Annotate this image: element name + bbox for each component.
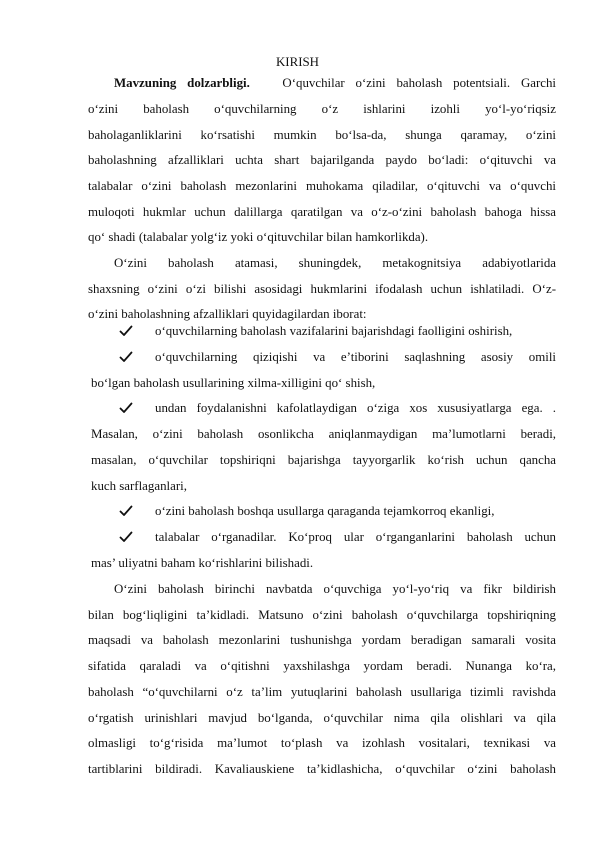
paragraph-line: o‘zini baholashning afzalliklari quyidagilardan iborat: xyxy=(88,307,367,321)
list-item-text: o‘zini baholash boshqa usullarga qaraganda tejamkorroq ekanligi, xyxy=(155,504,495,518)
document-title: KIRISH xyxy=(276,55,319,69)
paragraph-line: sifatida qaraladi va o‘qitishni yaxshilashga yordam beradi. Nunanga ko‘ra, xyxy=(88,659,556,673)
section-lead: Mavzuning dolzarbligi. xyxy=(114,76,250,90)
paragraph-line: qo‘ shadi (talabalar yolg‘iz yoki o‘qituvchilar bilan hamkorlikda). xyxy=(88,230,429,244)
paragraph-line xyxy=(114,72,556,95)
list-item-text: mas’ uliyatni baham ko‘rishlarini bilishadi. xyxy=(91,556,314,570)
list-item-text: talabalar o‘rganadilar. Ko‘proq ular o‘rganganlarini baholash uchun xyxy=(155,530,556,544)
list-item-text: kuch sarflaganlari, xyxy=(91,479,187,493)
checkmark-icon xyxy=(119,530,133,544)
paragraph-line: o‘rgatish urinishlari mavjud bo‘lganda, o‘quvchilar nima qila olishlari va qila xyxy=(88,711,556,725)
paragraph-line: baholaganliklarini ko‘rsatishi mumkin bo‘lsa-da, shunga qaramay, o‘zini xyxy=(88,128,556,142)
checkmark-icon xyxy=(119,504,133,518)
paragraph-line: olmasligi to‘g‘risida ma’lumot to‘plash va izohlash vositalari, texnikasi va xyxy=(88,736,556,750)
paragraph-line: talabalar o‘zini baholash mezonlarini muhokama qiladilar, o‘qituvchi va o‘quvchi xyxy=(88,179,556,193)
paragraph-line: maqsadi va baholash mezonlarini tushunishga yordam beradigan samarali vosita xyxy=(88,633,556,647)
checkmark-icon xyxy=(119,324,133,338)
list-item-text: bo‘lgan baholash usullarining xilma-xilligini qo‘ shish, xyxy=(91,376,376,390)
paragraph-line: muloqoti hukmlar uchun dalillarga qaratilgan va o‘z-o‘zini baholash bahoga hissa xyxy=(88,205,556,219)
list-item-text: Masalan, o‘zini baholash osonlikcha aniqlanmaydigan ma’lumotlarni beradi, xyxy=(91,427,556,441)
paragraph-line: bilan bog‘liqligini ta’kidladi. Matsuno o‘zini baholash o‘quvchilarga topshiriqning xyxy=(88,608,556,622)
list-item-text: o‘quvchilarning baholash vazifalarini bajarishdagi faolligini oshirish, xyxy=(155,324,513,338)
paragraph-line: O‘zini baholash atamasi, shuningdek, metakognitsiya adabiyotlarida xyxy=(114,256,556,270)
paragraph-line: o‘zini baholash o‘quvchilarning o‘z ishlarini izohli yo‘l-yo‘riqsiz xyxy=(88,102,556,116)
paragraph-line: baholashning afzalliklari uchta shart bajarilganda paydo bo‘ladi: o‘qituvchi va xyxy=(88,153,556,167)
paragraph-line: shaxsning o‘zini o‘zi bilishi asosidagi hukmlarini ifodalash uchun ishlatiladi. O‘z- xyxy=(88,282,556,296)
paragraph-line: tartiblarini bildiradi. Kavaliauskiene ta’kidlashicha, o‘quvchilar o‘zini baholash xyxy=(88,762,556,776)
checkmark-icon xyxy=(119,401,133,415)
checkmark-icon xyxy=(119,350,133,364)
paragraph-line: O‘zini baholash birinchi navbatda o‘quvchiga yo‘l-yo‘riq va fikr bildirish xyxy=(114,582,556,596)
paragraph-line: baholash “o‘quvchilarni o‘z ta’lim yutuqlarini baholash usullariga tizimli ravishda xyxy=(88,685,556,699)
list-item-text: masalan, o‘quvchilar topshiriqni bajarishga tayyorgarlik ko‘rish uchun qancha xyxy=(91,453,556,467)
paragraph-text: O‘quvchilar o‘zini baholash potentsiali. Garchi xyxy=(282,76,557,90)
list-item-text: undan foydalanishni kafolatlaydigan o‘ziga xos xususiyatlarga ega. . xyxy=(155,401,556,415)
list-item-text: o‘quvchilarning qiziqishi va e’tiborini saqlashning asosiy omili xyxy=(155,350,556,364)
